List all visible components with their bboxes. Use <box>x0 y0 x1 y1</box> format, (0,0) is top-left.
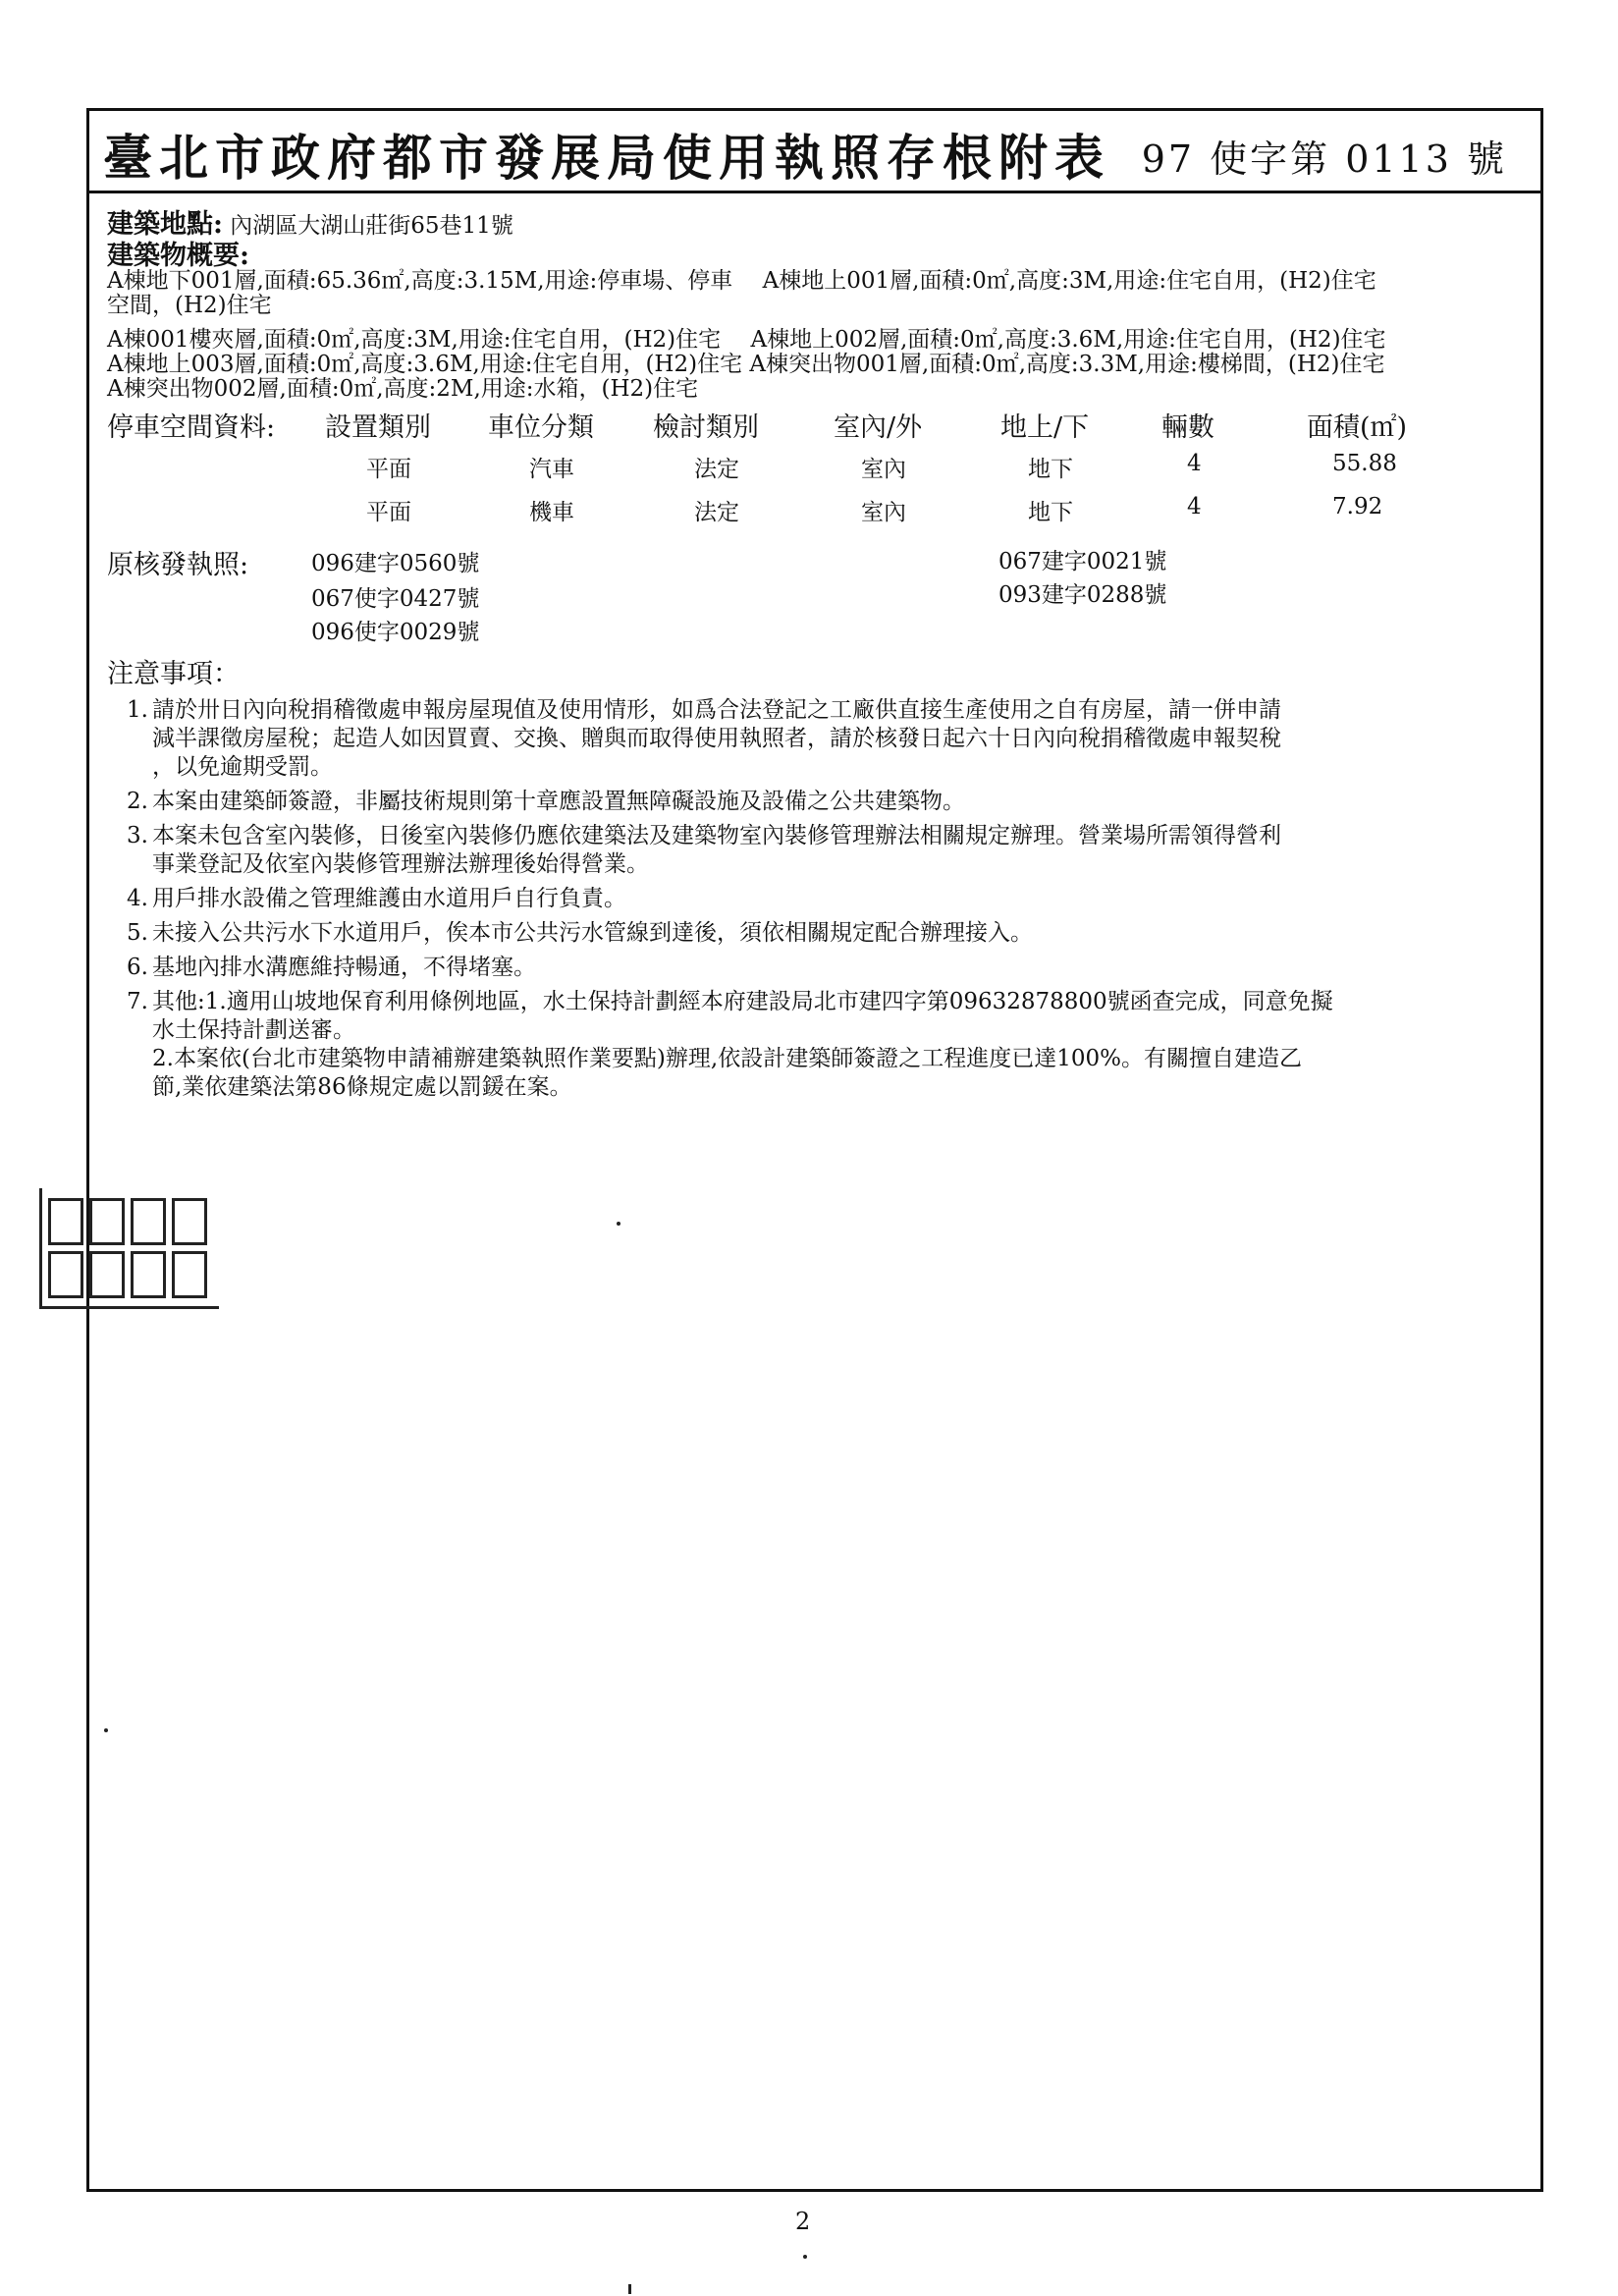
note-line: 用戶排水設備之管理維護由水道用戶自行負責。 <box>152 886 626 911</box>
parking-header-cell: 檢討類別 <box>653 412 759 443</box>
seal-glyph <box>172 1251 207 1298</box>
note-line: 本案由建築師簽證，非屬技術規則第十章應設置無障礙設施及設備之公共建築物。 <box>152 789 965 814</box>
original-licenses-label: 原核發執照: <box>107 550 249 580</box>
scan-speck <box>104 1728 108 1732</box>
parking-cell: 機車 <box>529 500 574 525</box>
note-number: 4. <box>127 886 148 911</box>
note-number: 1. <box>127 697 148 723</box>
note-number: 7. <box>127 989 148 1014</box>
parking-row <box>107 445 1511 488</box>
notes-list <box>107 696 1511 1102</box>
original-license-item: 093建字0288號 <box>998 582 1167 608</box>
seal-glyph <box>89 1251 125 1298</box>
note-line: 水土保持計劃送審。 <box>152 1017 355 1043</box>
note-item <box>127 885 1511 913</box>
note-number: 6. <box>127 955 148 980</box>
note-line: 請於卅日內向稅捐稽徵處申報房屋現值及使用情形，如爲合法登記之工廠供直接生產使用之自有房屋，請一併申請 <box>152 697 1281 723</box>
document-header <box>89 111 1540 193</box>
parking-row <box>107 488 1511 531</box>
overview-line: A棟突出物002層,面積:0㎡,高度:2M,用途:水箱，(H2)住宅 <box>107 376 699 402</box>
note-line: 其他:1.適用山坡地保育利用條例地區，水土保持計劃經本府建設局北市建四字第09632878800號函查完成，同意免擬 <box>152 989 1333 1014</box>
note-item <box>127 954 1511 982</box>
original-license-item: 067使字0427號 <box>311 586 480 612</box>
parking-header-cell: 設置類別 <box>325 412 431 443</box>
seal-glyph <box>131 1198 166 1245</box>
parking-cell: 7.92 <box>1332 494 1383 519</box>
overview-label: 建築物概要: <box>107 241 249 271</box>
parking-label: 停車空間資料: <box>107 412 276 443</box>
parking-cell: 4 <box>1187 494 1202 519</box>
parking-cell: 汽車 <box>529 457 574 482</box>
document-title: 臺北市政府都市發展局使用執照存根附表 <box>103 129 1110 187</box>
parking-header-cell: 車位分類 <box>488 412 594 443</box>
note-line: 節,業依建築法第86條規定處以罰鍰在案。 <box>152 1074 572 1100</box>
note-line: 事業登記及依室內裝修管理辦法辦理後始得營業。 <box>152 851 649 877</box>
seal-glyph <box>89 1198 125 1245</box>
page-number: 2 <box>795 2208 811 2235</box>
scan-speck <box>803 2255 807 2259</box>
note-number: 3. <box>127 823 148 848</box>
document-frame <box>86 108 1543 2192</box>
parking-cell: 法定 <box>694 457 739 482</box>
scan-speck <box>617 1222 620 1226</box>
official-seal-stamp <box>39 1188 219 1309</box>
note-item <box>127 919 1511 948</box>
note-item <box>127 822 1511 879</box>
overview-line: A棟地上003層,面積:0㎡,高度:3.6M,用途:住宅自用，(H2)住宅 A棟突出物001層,面積:0㎡,高度:3.3M,用途:樓梯間，(H2)住宅 <box>107 352 1385 377</box>
parking-cell: 地下 <box>1028 500 1073 525</box>
document-body <box>107 209 1511 1108</box>
site-label: 建築地點: <box>107 209 223 240</box>
notes-label: 注意事項： <box>107 659 240 689</box>
note-line: 未接入公共污水下水道用戶，俟本市公共污水管線到達後，須依相關規定配合辦理接入。 <box>152 920 1033 946</box>
original-license-item: 096使字0029號 <box>311 620 480 645</box>
parking-header-row <box>107 402 1511 445</box>
note-item <box>127 988 1511 1102</box>
parking-cell: 平面 <box>366 500 411 525</box>
site-section <box>107 209 1511 242</box>
note-item <box>127 696 1511 782</box>
note-number: 5. <box>127 920 148 946</box>
seal-glyph <box>48 1251 83 1298</box>
note-item <box>127 788 1511 816</box>
parking-cell: 55.88 <box>1332 451 1397 476</box>
parking-header-cell: 地上/下 <box>1000 412 1090 443</box>
site-value: 內湖區大湖山莊街65巷11號 <box>222 213 513 239</box>
note-line: 本案未包含室內裝修，日後室內裝修仍應依建築法及建築物室內裝修管理辦法相關規定辦理。營業場所需領得營利 <box>152 823 1281 848</box>
original-license-item: 067建字0021號 <box>998 549 1167 574</box>
overview-line: A棟地下001層,面積:65.36㎡,高度:3.15M,用途:停車場、停車 A棟地上001層,面積:0㎡,高度:3M,用途:住宅自用，(H2)住宅 <box>107 268 1376 294</box>
note-line: 基地內排水溝應維持暢通，不得堵塞。 <box>152 955 536 980</box>
original-licenses-section <box>107 543 1511 649</box>
license-number: 97 使字第 0113 號 <box>1141 137 1507 181</box>
parking-cell: 平面 <box>366 457 411 482</box>
note-line: 2.本案依(台北市建築物申請補辦建築執照作業要點)辦理,依設計建築師簽證之工程進度已達100%。有關擅自建造乙 <box>152 1046 1302 1071</box>
overview-line: 空間，(H2)住宅 <box>107 293 272 318</box>
note-line: 減半課徵房屋稅；起造人如因買賣、交換、贈與而取得使用執照者，請於核發日起六十日內向稅捐稽徵處申報契稅 <box>152 726 1281 751</box>
parking-cell: 4 <box>1187 451 1202 476</box>
parking-cell: 法定 <box>694 500 739 525</box>
seal-glyph <box>131 1251 166 1298</box>
parking-cell: 室內 <box>861 457 906 482</box>
scan-speck <box>628 2284 631 2294</box>
original-license-item: 096建字0560號 <box>311 551 480 576</box>
parking-header-cell: 室內/外 <box>834 412 923 443</box>
parking-header-cell: 面積(㎡) <box>1307 412 1408 443</box>
seal-glyph <box>172 1198 207 1245</box>
parking-cell: 地下 <box>1028 457 1073 482</box>
overview-text <box>107 269 1511 402</box>
note-line: ，以免逾期受罰。 <box>152 754 333 780</box>
seal-glyph <box>48 1198 83 1245</box>
overview-line: A棟001樓夾層,面積:0㎡,高度:3M,用途:住宅自用，(H2)住宅 A棟地上002層,面積:0㎡,高度:3.6M,用途:住宅自用，(H2)住宅 <box>107 327 1386 353</box>
parking-header-cell: 輛數 <box>1161 412 1214 443</box>
note-number: 2. <box>127 789 148 814</box>
parking-cell: 室內 <box>861 500 906 525</box>
